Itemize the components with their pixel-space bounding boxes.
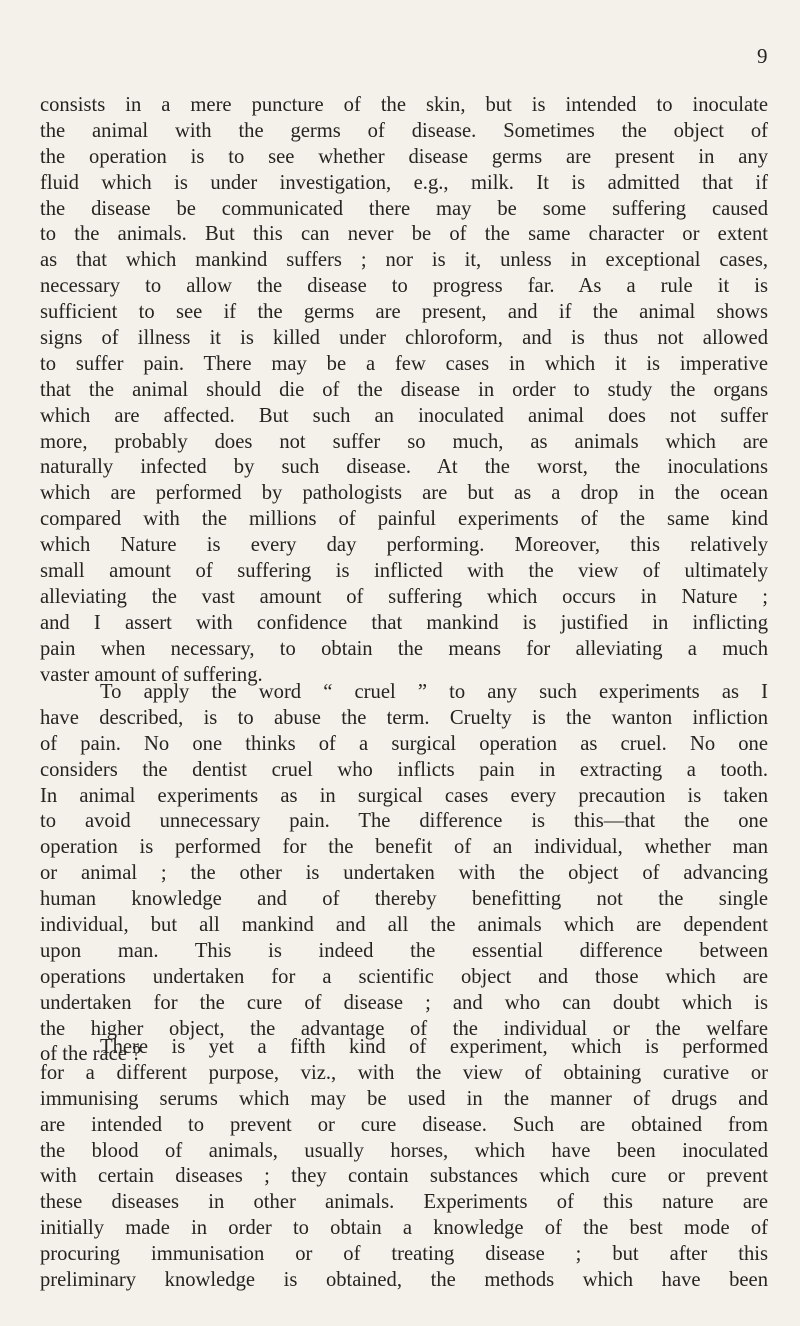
text-line: operation is performed for the benefit of an individual, whether man	[40, 836, 768, 859]
text-line: naturally infected by such disease. At the worst, the inoculations	[40, 456, 768, 479]
text-line: operations undertaken for a scientific object and those which are	[40, 965, 768, 988]
text-line: these diseases in other animals. Experiments of this nature are	[40, 1191, 768, 1214]
text-line: are intended to prevent or cure disease. Such are obtained from	[40, 1113, 768, 1136]
text-line: which are affected. But such an inoculated animal does not suffer	[40, 404, 768, 427]
text-line: necessary to allow the disease to progress far. As a rule it is	[40, 275, 768, 298]
text-line: individual, but all mankind and all the animals which are dependent	[40, 914, 768, 937]
text-line: undertaken for the cure of disease ; and who can doubt which is	[40, 991, 768, 1014]
text-line: the higher object, the advantage of the individual or the welfare	[40, 1017, 768, 1040]
paragraph-3	[40, 1035, 768, 1294]
text-line: small amount of suffering is inflicted with the view of ultimately	[40, 560, 768, 583]
text-line: signs of illness it is killed under chloroform, and is thus not allowed	[40, 327, 768, 350]
text-line: of pain. No one thinks of a surgical operation as cruel. No one	[40, 732, 768, 755]
paragraph-1	[40, 93, 768, 688]
text-line: compared with the millions of painful experiments of the same kind	[40, 508, 768, 531]
text-line: to the animals. But this can never be of the same character or extent	[40, 223, 768, 246]
text-line: vaster amount of suffering.	[40, 663, 263, 686]
text-line: the animal with the germs of disease. Sometimes the object of	[40, 119, 768, 142]
text-line: considers the dentist cruel who inflicts pain in extracting a tooth.	[40, 758, 768, 781]
text-line: which Nature is every day performing. Moreover, this relatively	[40, 534, 768, 557]
text-line: or animal ; the other is undertaken with the object of advancing	[40, 862, 768, 885]
text-line: human knowledge and of thereby benefitting not the single	[40, 888, 768, 911]
text-line: have described, is to abuse the term. Cruelty is the wanton infliction	[40, 706, 768, 729]
text-line: which are performed by pathologists are but as a drop in the ocean	[40, 482, 768, 505]
text-line: procuring immunisation or of treating disease ; but after this	[40, 1243, 768, 1266]
text-line: the disease be communicated there may be some suffering caused	[40, 197, 768, 220]
text-line: to avoid unnecessary pain. The difference is this—that the one	[40, 810, 768, 833]
text-line: pain when necessary, to obtain the means for alleviating a much	[40, 637, 768, 660]
text-line: as that which mankind suffers ; nor is it, unless in exceptional cases,	[40, 249, 768, 272]
text-line: more, probably does not suffer so much, as animals which are	[40, 430, 768, 453]
text-line: To apply the word “ cruel ” to any such experiments as I	[100, 681, 768, 703]
text-line: alleviating the vast amount of suffering which occurs in Nature ;	[40, 585, 768, 608]
text-line: In animal experiments as in surgical cases every precaution is taken	[40, 784, 768, 807]
text-line: preliminary knowledge is obtained, the methods which have been	[40, 1269, 768, 1292]
text-line: immunising serums which may be used in the manner of drugs and	[40, 1087, 768, 1110]
text-line: fluid which is under investigation, e.g., milk. It is admitted that if	[40, 171, 768, 194]
text-line: and I assert with confidence that mankind is justified in inflicting	[40, 611, 768, 634]
page-number: 9	[757, 44, 768, 68]
text-line: to suffer pain. There may be a few cases in which it is imperative	[40, 352, 768, 375]
text-line: upon man. This is indeed the essential difference between	[40, 939, 768, 962]
text-line: consists in a mere puncture of the skin, but is intended to inoculate	[40, 94, 768, 116]
text-line: that the animal should die of the disease in order to study the organs	[40, 378, 768, 401]
paragraph-2	[40, 680, 768, 1068]
text-line: sufficient to see if the germs are present, and if the animal shows	[40, 301, 768, 324]
text-line: the blood of animals, usually horses, which have been inoculated	[40, 1139, 768, 1162]
text-line: of the race ?	[40, 1043, 142, 1066]
text-line: There is yet a fifth kind of experiment, which is performed	[100, 1036, 768, 1058]
text-line: the operation is to see whether disease germs are present in any	[40, 145, 768, 168]
text-line: for a different purpose, viz., with the view of obtaining curative or	[40, 1061, 768, 1084]
text-line: initially made in order to obtain a knowledge of the best mode of	[40, 1217, 768, 1240]
text-line: with certain diseases ; they contain substances which cure or prevent	[40, 1165, 768, 1188]
